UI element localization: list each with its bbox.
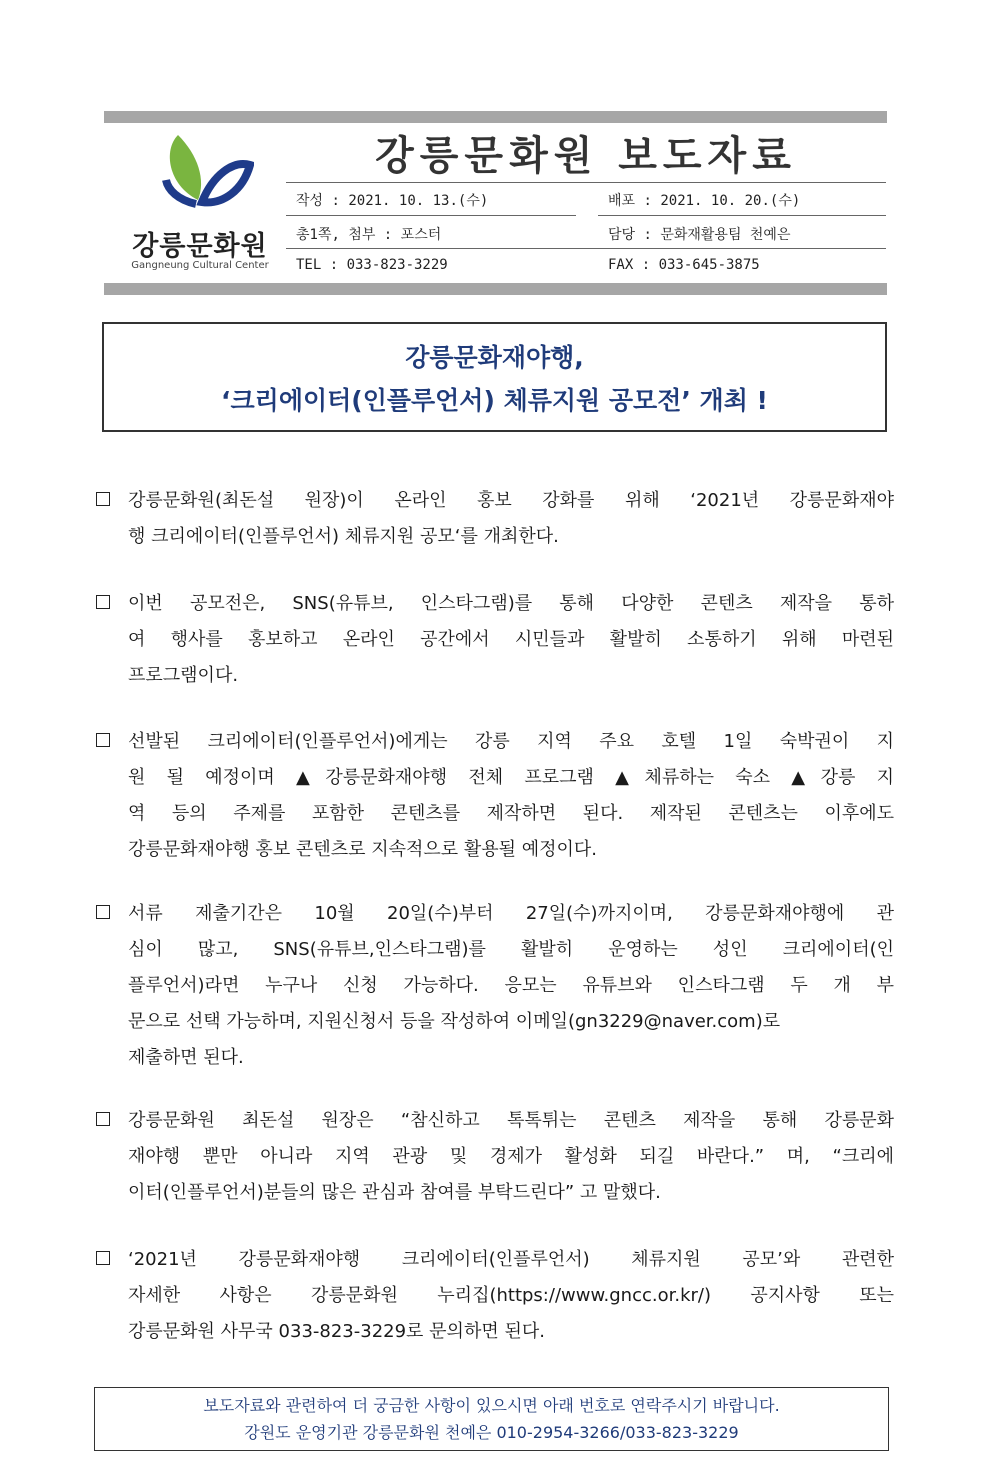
- press-release-title: 강릉문화원 보도자료: [375, 132, 797, 179]
- tel-number: TEL : 033-823-3229: [296, 257, 448, 273]
- divider: [286, 215, 576, 216]
- text-line: 여 행사를 홍보하고 온라인 공간에서 시민들과 활발히 소통하기 위해 마련된: [128, 629, 894, 650]
- contact-line-2: 강원도 운영기관 강릉문화원 천예은 010-2954-3266/033-823-3229: [244, 1423, 739, 1442]
- checkbox-bullet-icon: [96, 595, 110, 609]
- text-line: 강릉문화재야행 홍보 콘텐츠로 지속적으로 활용될 예정이다.: [128, 839, 598, 860]
- text-line: 역 등의 주제를 포함한 콘텐츠를 제작하면 된다. 제작된 콘텐츠는 이후에도: [128, 803, 894, 824]
- text-line: 제출하면 된다.: [128, 1047, 244, 1068]
- text-line: 선발된 크리에이터(인플루언서)에게는 강릉 지역 주요 호텔 1일 숙박권이 지: [128, 731, 894, 752]
- leaf-logo-icon: [158, 130, 254, 220]
- headline-line-2: ‘크리에이터(인플루언서) 체류지원 공모전’ 개최 !: [221, 386, 768, 415]
- text-line: 강릉문화원(최돈설 원장)이 온라인 홍보 강화를 위해 ‘2021년 강릉문화재야: [128, 490, 894, 511]
- contact-box: [94, 1387, 889, 1451]
- text-line: ‘2021년 강릉문화재야행 크리에이터(인플루언서) 체류지원 공모’와 관련한: [128, 1249, 894, 1270]
- contact-line-1: 보도자료와 관련하여 더 궁금한 사항이 있으시면 아래 번호로 연락주시기 바랍니다.: [203, 1396, 780, 1415]
- checkbox-bullet-icon: [96, 1251, 110, 1265]
- checkbox-bullet-icon: [96, 492, 110, 506]
- org-name-en: Gangneung Cultural Center: [131, 260, 269, 271]
- org-name: 강릉문화원: [132, 231, 268, 262]
- text-line: 플루언서)라면 누구나 신청 가능하다. 응모는 유튜브와 인스타그램 두 개 부: [128, 975, 894, 996]
- divider: [286, 248, 886, 249]
- header-bottom-bar: [104, 283, 887, 295]
- text-line: 문으로 선택 가능하며, 지원신청서 등을 작성하여 이메일(gn3229@naver.com)로: [128, 1011, 781, 1032]
- header-top-bar: [104, 111, 887, 123]
- fax-number: FAX : 033-645-3875: [608, 257, 760, 273]
- text-line: 자세한 사항은 강릉문화원 누리집(https://www.gncc.or.kr/) 공지사항 또는: [128, 1285, 894, 1306]
- text-line: 프로그램이다.: [128, 665, 239, 686]
- contact-person: 담당 : 문화재활용팀 천예은: [608, 227, 791, 243]
- checkbox-bullet-icon: [96, 733, 110, 747]
- divider: [286, 182, 886, 183]
- text-line: 강릉문화원 최돈설 원장은 “참신하고 톡톡튀는 콘텐츠 제작을 통해 강릉문화: [128, 1110, 894, 1131]
- text-line: 재야행 뿐만 아니라 지역 관광 및 경제가 활성화 되길 바란다.” 며, “크리에: [128, 1146, 894, 1167]
- text-line: 행 크리에이터(인플루언서) 체류지원 공모‘를 개최한다.: [128, 526, 559, 547]
- org-logo: [120, 128, 280, 278]
- written-date: 작성 : 2021. 10. 13.(수): [296, 193, 489, 209]
- page-count: 총1쪽, 첨부 : 포스터: [296, 227, 442, 243]
- text-line: 심이 많고, SNS(유튜브,인스타그램)를 활발히 운영하는 성인 크리에이터(인: [128, 939, 894, 960]
- text-line: 강릉문화원 사무국 033-823-3229로 문의하면 된다.: [128, 1321, 545, 1342]
- headline-line-1: 강릉문화재야행,: [405, 343, 584, 372]
- text-line: 이번 공모전은, SNS(유튜브, 인스타그램)를 통해 다양한 콘텐츠 제작을 통하: [128, 593, 894, 614]
- distribution-date: 배포 : 2021. 10. 20.(수): [608, 193, 801, 209]
- text-line: 원 될 예정이며 ▲강릉문화재야행 전체 프로그램 ▲체류하는 숙소 ▲강릉 지: [128, 767, 894, 788]
- divider: [598, 215, 886, 216]
- text-line: 서류 제출기간은 10월 20일(수)부터 27일(수)까지이며, 강릉문화재야행에 관: [128, 903, 894, 924]
- text-line: 이터(인플루언서)분들의 많은 관심과 참여를 부탁드린다” 고 말했다.: [128, 1182, 661, 1203]
- checkbox-bullet-icon: [96, 1112, 110, 1126]
- headline-box: [102, 322, 887, 432]
- checkbox-bullet-icon: [96, 905, 110, 919]
